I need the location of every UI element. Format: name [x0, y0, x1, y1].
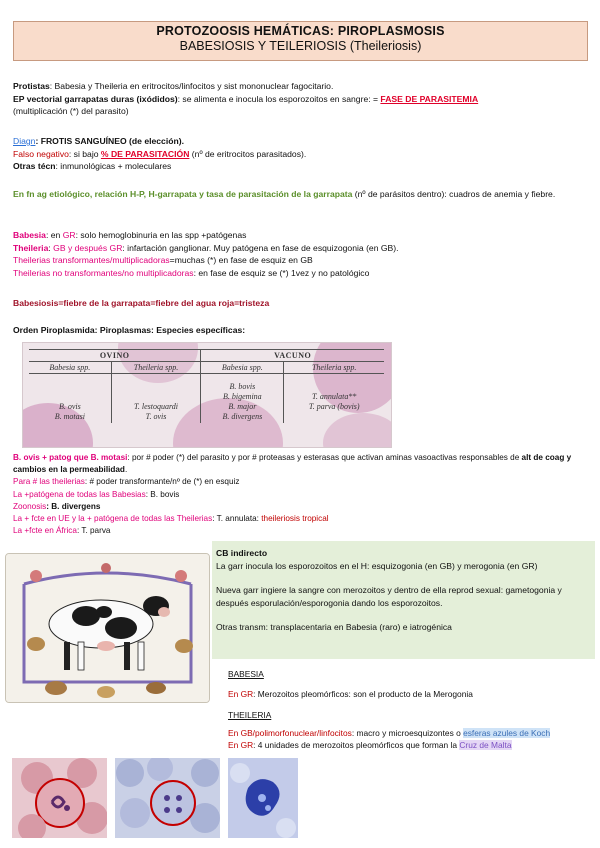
species-table-image	[22, 342, 392, 448]
falso-text: : si bajo	[68, 148, 101, 159]
babesia-section	[228, 668, 593, 700]
micro-photo-theileria-gr	[115, 758, 220, 838]
cycle-p1: La garr inocula los esporozoitos en el H: esquizogonia (en GB) y merogonia (en GR)	[216, 560, 538, 571]
table-subheader: Theileria spp.	[111, 362, 201, 374]
cycle-heading: CB indirecto	[216, 548, 268, 558]
ep-text: : se alimenta e inocula los esporozoitos en sangre: =	[177, 93, 381, 104]
table-cell-vacuno-theileria: T. annulata** T. parva (bovis)	[284, 374, 384, 424]
table-group-vacuno: VACUNO	[201, 350, 384, 362]
patho-line-2: Para # las theilerias: # poder transformante/nº de (*) en esquiz	[13, 477, 240, 487]
etiologic-green: En fn ag etiológico, relación H-P, H-garrapata y tasa de parasitación de la garrapata	[13, 189, 353, 199]
patho-line-5: La + fcte en UE y la + patógena de todas las Theilerias: T. annulata: theileriosis tropical	[13, 514, 329, 524]
table-cell-ovino-babesia: B. ovis B. motasi	[54, 402, 85, 421]
koch-bodies-photo	[228, 758, 298, 838]
theileria-section	[228, 709, 598, 751]
cycle-box	[212, 541, 595, 659]
otras-label: Otras técn	[13, 161, 56, 171]
protistas-text: : Babesia y Theileria en eritrocitos/linfocitos y sist mononuclear fagocitario.	[49, 81, 334, 91]
micro-photo-koch-bodies	[228, 758, 298, 838]
note-theileria: Theileria: GB y después GR: infartación ganglionar. Muy patógena en fase de esquizogonia (en GB).	[13, 242, 399, 253]
otras-text: : inmunológicas + moleculares	[55, 161, 172, 171]
title-box	[13, 21, 588, 61]
species-table	[29, 349, 384, 423]
orden-line: Orden Piroplasmida: Piroplasmas: Especies específicas:	[13, 325, 246, 335]
theileria-heading: THEILERIA	[228, 710, 272, 720]
cow-cycle-drawing	[6, 554, 209, 702]
patho-line-4: Zoonosis: B. divergens	[13, 501, 101, 511]
protistas-label: Protistas	[13, 81, 50, 91]
intro-paragraph	[13, 80, 588, 118]
theileria-line-1: En GB/polimorfonuclear/linfocitos: macro y microesquizontes o esferas azules de Koch	[228, 728, 551, 738]
life-cycle-illustration	[5, 553, 210, 703]
etiologic-paragraph	[13, 188, 588, 201]
patho-line-6: La +fcte en África: T. parva	[13, 526, 111, 536]
page-title: PROTOZOOSIS HEMÁTICAS: PIROPLASMOSIS	[156, 24, 445, 38]
ep-tail: (multiplicación (*) del parasito)	[13, 106, 129, 116]
theileria-line-2: En GR: 4 unidades de merozoitos pleomórficos que forman la Cruz de Malta	[228, 740, 512, 750]
note-theileria-transformantes: Theilerias transformantes/multiplicadoras=muchas (*) en fase de esquiz en GB	[13, 255, 313, 265]
patho-line-3: La +patógena de todas las Babesias: B. bovis	[13, 489, 180, 499]
note-babesia: Babesia: en GR: solo hemoglobinuria en las spp +patógenas	[13, 230, 247, 240]
cycle-p2: Nueva garr ingiere la sangre con merozoitos y dentro de ella reprod sexual: gametogonia y después esporulación/esporogonia dando los esporozoitos.	[216, 585, 562, 608]
species-notes	[13, 229, 588, 279]
ep-highlight: FASE DE PARASITEMIA	[380, 93, 479, 104]
diagnosis-paragraph	[13, 135, 588, 173]
table-subheader: Babesia spp.	[29, 362, 111, 374]
table-subheader: Babesia spp.	[201, 362, 284, 374]
table-group-ovino: OVINO	[29, 350, 201, 362]
babesia-heading: BABESIA	[228, 669, 264, 679]
patho-line-1: B. ovis + patog que B. motasi: por # poder (*) del parasito y por # proteasas y esterasas que activan aminas vasoactivas responsables de alt de coag y cambios en la permeabilidad.	[13, 453, 572, 475]
babesia-line: En GR: Merozoitos pleomórficos: son el producto de la Merogonia	[228, 689, 473, 699]
etiologic-rest: (nº de parásitos dentro): cuadros de anemia y fiebre.	[352, 189, 556, 199]
babesiosis-line: Babesiosis=fiebre de la garrapata=fiebre del agua roja=tristeza	[13, 298, 270, 308]
diagn-text: : FROTIS SANGUÍNEO (de elección).	[35, 136, 184, 146]
pathogenicity-notes	[13, 452, 588, 537]
note-theileria-no-transformantes: Theilerias no transformantes/no multiplicadoras: en fase de esquiz se (*) 1vez y no patológico	[13, 267, 370, 278]
cycle-p3: Otras transm: transplacentaria en Babesia (raro) e iatrogénica	[216, 622, 452, 632]
babesia-cells-photo	[12, 758, 107, 838]
table-cell-vacuno-babesia: B. bovis B. bigemina B. major B. divergens	[201, 374, 284, 424]
micro-photo-babesia	[12, 758, 107, 838]
diagn-label: Diagn	[13, 136, 36, 146]
falso-label: Falso negativo	[13, 148, 69, 159]
table-subheader: Theileria spp.	[284, 362, 384, 374]
ep-label: EP vectorial garrapatas duras (ixódidos)	[13, 93, 178, 104]
falso-tail: (nº de eritrocitos parasitados).	[189, 148, 307, 159]
table-cell-ovino-theileria: T. lestoquardi T. ovis	[111, 374, 201, 424]
theileria-cells-photo	[115, 758, 220, 838]
page-subtitle: BABESIOSIS Y TEILERIOSIS (Theileriosis)	[179, 39, 422, 53]
falso-highlight: % DE PARASITACIÓN	[100, 148, 190, 159]
